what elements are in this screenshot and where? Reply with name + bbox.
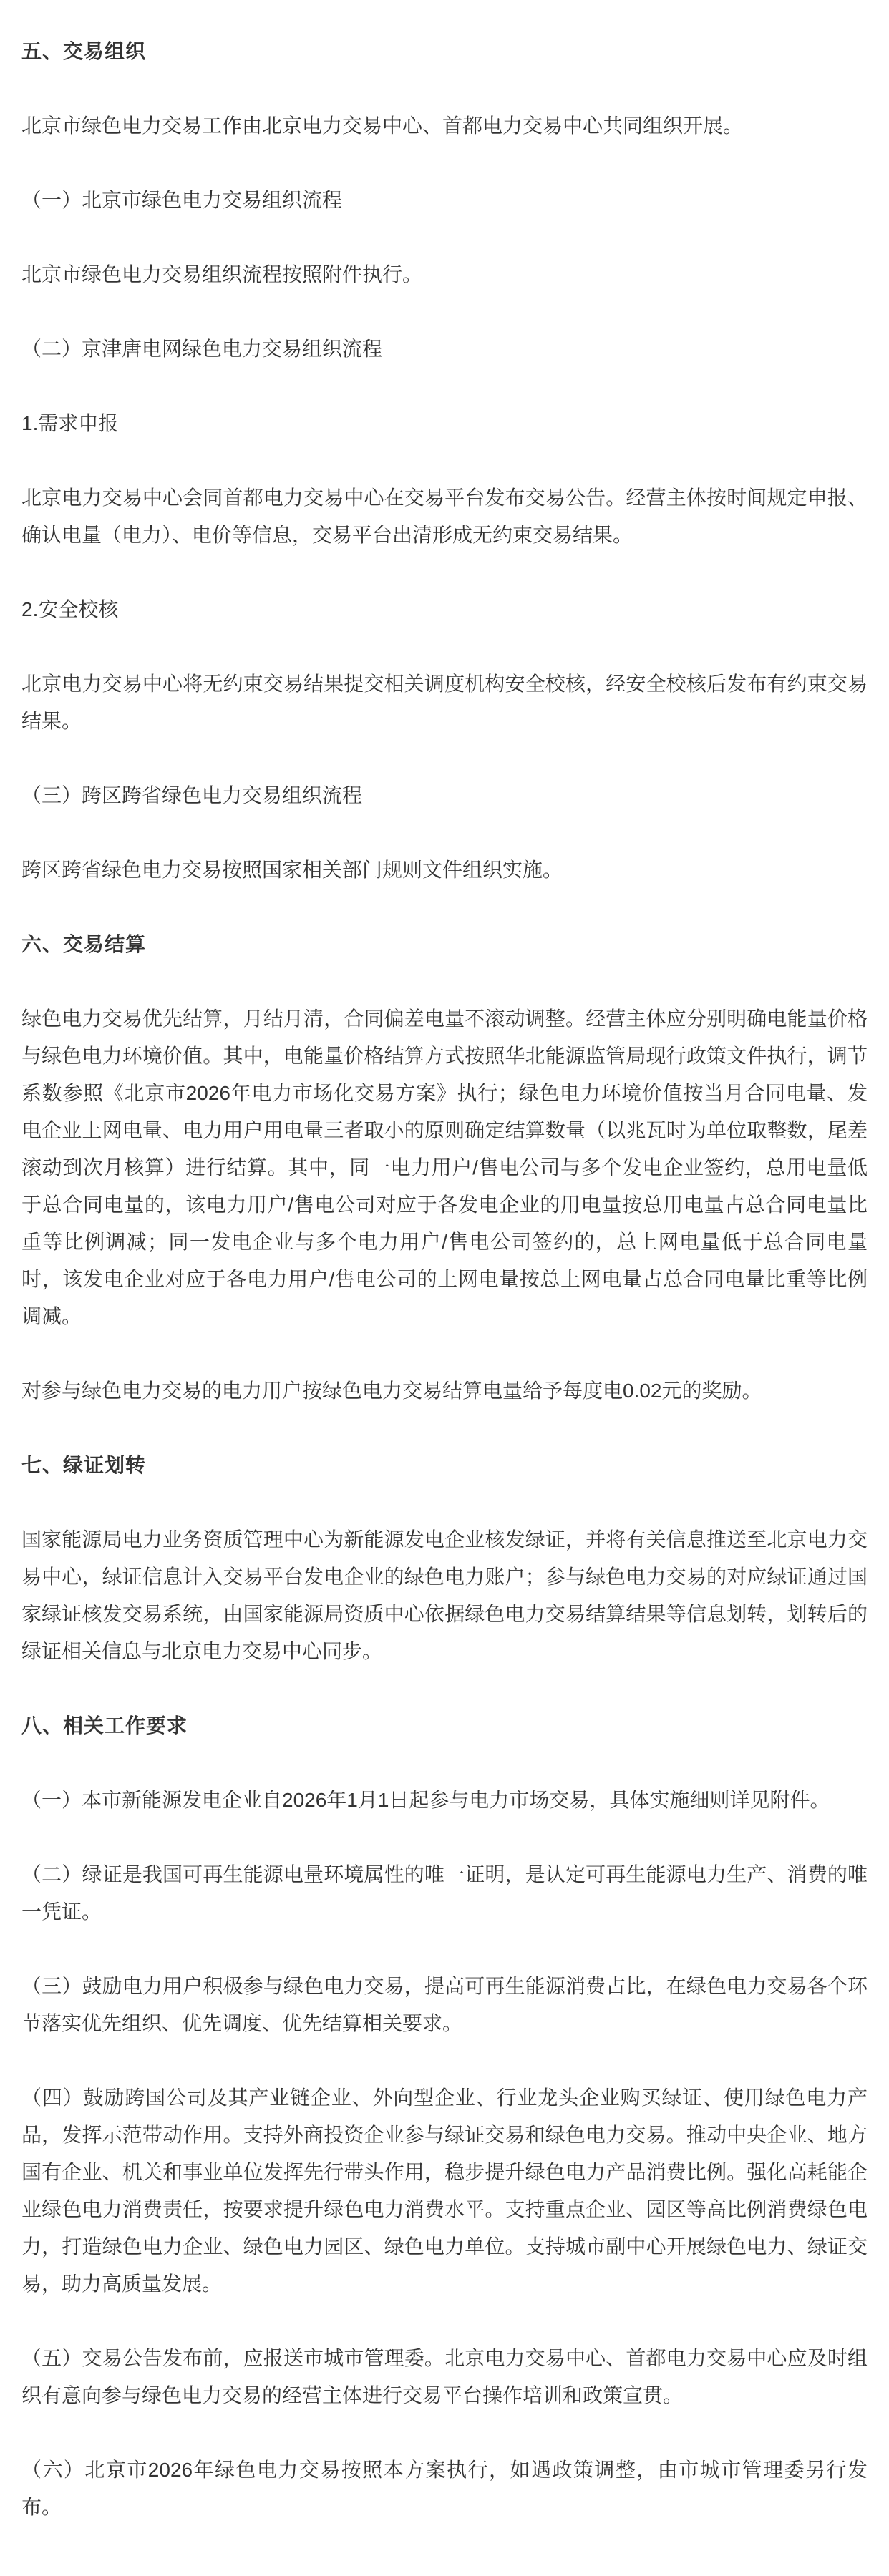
paragraph: 北京电力交易中心会同首都电力交易中心在交易平台发布交易公告。经营主体按时间规定申报、确认电量（电力）、电价等信息，交易平台出清形成无约束交易结果。 (21, 487, 868, 546)
paragraph: （五）交易公告发布前，应报送市城市管理委。北京电力交易中心、首都电力交易中心应及时组织有意向参与绿色电力交易的经营主体进行交易平台操作培训和政策宣贯。 (21, 2347, 868, 2406)
paragraph: 对参与绿色电力交易的电力用户按绿色电力交易结算电量给予每度电0.02元的奖励。 (21, 1380, 762, 1402)
paragraph: 北京市绿色电力交易组织流程按照附件执行。 (21, 263, 423, 286)
paragraph: （六）北京市2026年绿色电力交易按照本方案执行，如遇政策调整，由市城市管理委另行发布。 (21, 2459, 868, 2518)
section-heading: 五、交易组织 (21, 40, 147, 62)
paragraph: 跨区跨省绿色电力交易按照国家相关部门规则文件组织实施。 (21, 859, 563, 881)
paragraph: （三）鼓励电力用户积极参与绿色电力交易，提高可再生能源消费占比，在绿色电力交易各个环节落实优先组织、优先调度、优先结算相关要求。 (21, 1975, 868, 2034)
paragraph: （三）跨区跨省绿色电力交易组织流程 (21, 784, 363, 806)
paragraph: 1.需求申报 (21, 412, 119, 434)
paragraph: （一）北京市绿色电力交易组织流程 (21, 189, 343, 211)
section-heading: 七、绿证划转 (21, 1454, 147, 1476)
paragraph: 2.安全校核 (21, 598, 119, 620)
section-heading: 六、交易结算 (21, 933, 147, 955)
paragraph: 国家能源局电力业务资质管理中心为新能源发电企业核发绿证，并将有关信息推送至北京电力交易中心，绿证信息计入交易平台发电企业的绿色电力账户；参与绿色电力交易的对应绿证通过国家绿证核发交易系统，由国家能源局资质中心依据绿色电力交易结算结果等信息划转，划转后的绿证相关信息与北京电力交易中心同步。 (21, 1528, 868, 1662)
paragraph: （四）鼓励跨国公司及其产业链企业、外向型企业、行业龙头企业购买绿证、使用绿色电力产品，发挥示范带动作用。支持外商投资企业参与绿证交易和绿色电力交易。推动中央企业、地方国有企业、机关和事业单位发挥先行带头作用，稳步提升绿色电力产品消费比例。强化高耗能企业绿色电力消费责任，按要求提升绿色电力消费水平。支持重点企业、园区等高比例消费绿色电力，打造绿色电力企业、绿色电力园区、绿色电力单位。支持城市副中心开展绿色电力、绿证交易，助力高质量发展。 (21, 2087, 868, 2295)
paragraph: 绿色电力交易优先结算，月结月清，合同偏差电量不滚动调整。经营主体应分别明确电能量价格与绿色电力环境价值。其中，电能量价格结算方式按照华北能源监管局现行政策文件执行，调节系数参照《北京市2026年电力市场化交易方案》执行；绿色电力环境价值按当月合同电量、发电企业上网电量、电力用户用电量三者取小的原则确定结算数量（以兆瓦时为单位取整数，尾差滚动到次月核算）进行结算。其中，同一电力用户/售电公司与多个发电企业签约，总用电量低于总合同电量的，该电力用户/售电公司对应于各发电企业的用电量按总用电量占总合同电量比重等比例调减；同一发电企业与多个电力用户/售电公司签约的，总上网电量低于总合同电量时，该发电企业对应于各电力用户/售电公司的上网电量按总上网电量占总合同电量比重等比例调减。 (21, 1008, 868, 1327)
section-heading: 八、相关工作要求 (21, 1714, 188, 1737)
paragraph: （二）京津唐电网绿色电力交易组织流程 (21, 338, 383, 360)
paragraph: 北京电力交易中心将无约束交易结果提交相关调度机构安全校核，经安全校核后发布有约束交易结果。 (21, 673, 868, 732)
paragraph: 北京市绿色电力交易工作由北京电力交易中心、首都电力交易中心共同组织开展。 (21, 114, 744, 137)
paragraph: （一）本市新能源发电企业自2026年1月1日起参与电力市场交易，具体实施细则详见附件。 (21, 1789, 830, 1811)
paragraph: （二）绿证是我国可再生能源电量环境属性的唯一证明，是认定可再生能源电力生产、消费的唯一凭证。 (21, 1863, 868, 1923)
